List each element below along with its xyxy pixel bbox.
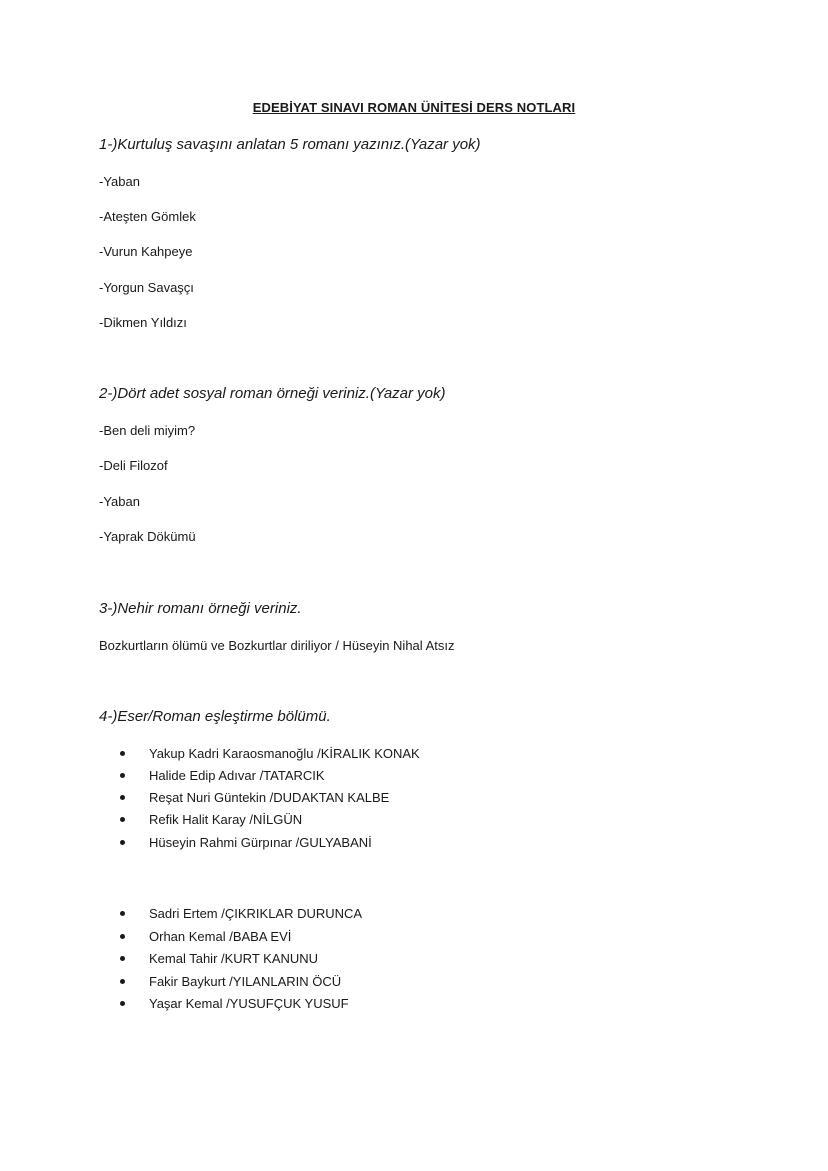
answer-item: -Vurun Kahpeye	[99, 244, 193, 259]
question-1: 1-)Kurtuluş savaşını anlatan 5 romanı yazınız.(Yazar yok)	[99, 136, 481, 153]
bullet-icon	[120, 751, 125, 756]
question-2: 2-)Dört adet sosyal roman örneği veriniz.(Yazar yok)	[99, 385, 446, 402]
bullet-icon	[120, 840, 125, 845]
bullet-icon	[120, 934, 125, 939]
bullet-icon	[120, 956, 125, 961]
bullet-icon	[120, 817, 125, 822]
answer-item: -Yaprak Dökümü	[99, 529, 196, 544]
bullet-icon	[120, 911, 125, 916]
question-4: 4-)Eser/Roman eşleştirme bölümü.	[99, 708, 331, 725]
answer-item: -Yorgun Savaşçı	[99, 280, 194, 295]
answer-item: -Deli Filozof	[99, 458, 168, 473]
document-title: EDEBİYAT SINAVI ROMAN ÜNİTESİ DERS NOTLARI	[252, 100, 576, 115]
bullet-icon	[120, 773, 125, 778]
answer-item: -Yaban	[99, 494, 140, 509]
question-3: 3-)Nehir romanı örneği veriniz.	[99, 600, 302, 617]
bullet-icon	[120, 979, 125, 984]
answer-item: -Dikmen Yıldızı	[99, 315, 187, 330]
answer-item: Bozkurtların ölümü ve Bozkurtlar diriliyor / Hüseyin Nihal Atsız	[99, 638, 455, 653]
bullet-icon	[120, 795, 125, 800]
answer-item: -Ben deli miyim?	[99, 423, 196, 438]
document-page: EDEBİYAT SINAVI ROMAN ÜNİTESİ DERS NOTLARI 1-)Kurtuluş savaşını anlatan 5 romanı yazınız.(Yazar yok) -Yaban -Ateşten Gömlek -Vurun Kahpeye -Yorgun Savaşçı -Dikmen Yıldızı 2-)Dört adet sosyal roman örneği veriniz.(Yazar yok) -Ben deli miyim? -Deli Filozof -Yaban -Yaprak Dökümü 3-)Nehir romanı örneği veriniz. Bozkurtların ölümü ve Bozkurtlar diriliyor / Hüseyin Nihal Atsız 4-)Eser/Roman eşleştirme bölümü. Yakup Kadri Karaosmanoğlu /KİRALIK KONAK Halide Edip Adıvar /TATARCIK Reşat Nuri Güntekin /DUDAKTAN KALBE Refik Halit Karay /NİLGÜN Hüseyin Rahmi Gürpınar /GULYABANİ Sadri Ertem /ÇIKRIKLAR DURUNCA Orhan Kemal /BABA EVİ Kemal Tahir /KURT KANUNU Fakir Baykurt /YILANLARIN ÖCÜ Yaşar Kemal /YUSUFÇUK YUSUF	[0, 0, 828, 1171]
answer-item: -Ateşten Gömlek	[99, 209, 196, 224]
bullet-icon	[120, 1001, 125, 1006]
answer-item: -Yaban	[99, 174, 140, 189]
